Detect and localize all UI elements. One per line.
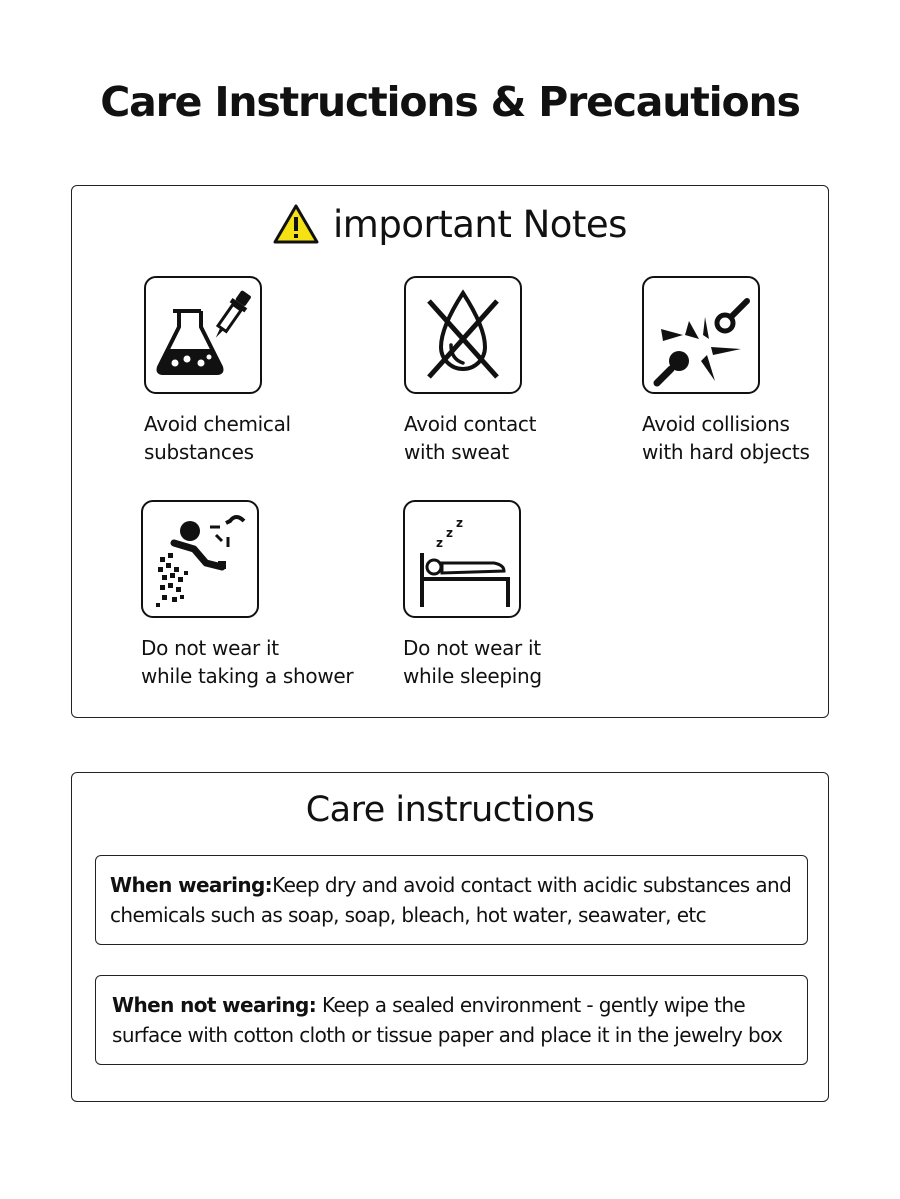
care-title: Care instructions [305,790,595,830]
care-wearing-text: Keep dry and avoid contact with acidic substances and chemicals such as soap, soap, bleach, hot water, seawater, etc [110,873,792,927]
note-item-chemical [144,276,384,466]
note-item-sleeping [403,500,643,690]
note-item-collision [642,276,882,466]
note-label: Do not wear it while sleeping [403,636,542,688]
chemical-flask-dropper-icon [144,276,262,394]
svg-text:z: z [456,516,463,530]
no-sweat-drop-icon [404,276,522,394]
care-not-wearing-label: When not wearing: [112,993,317,1017]
notes-title: important Notes [333,202,627,246]
note-label: Avoid chemical substances [144,412,291,464]
note-item-shower [141,500,381,690]
svg-text:z: z [446,526,453,540]
care-not-wearing-text: Keep a sealed environment - gently wipe the surface with cotton cloth or tissue paper and place it in the jewelry box [112,993,783,1047]
care-box-wearing [95,855,808,945]
svg-text:z: z [436,536,443,550]
note-label: Do not wear it while taking a shower [141,636,354,688]
note-label: Avoid contact with sweat [404,412,537,464]
shower-icon [141,500,259,618]
note-label: Avoid collisions with hard objects [642,412,810,464]
care-wearing-label: When wearing: [110,873,273,897]
page-title: Care Instructions & Precautions [100,78,800,126]
warning-icon [273,203,319,245]
notes-header [0,196,900,252]
care-box-not-wearing [95,975,808,1065]
note-item-sweat [404,276,644,466]
sleeping-icon [403,500,521,618]
collision-icon [642,276,760,394]
